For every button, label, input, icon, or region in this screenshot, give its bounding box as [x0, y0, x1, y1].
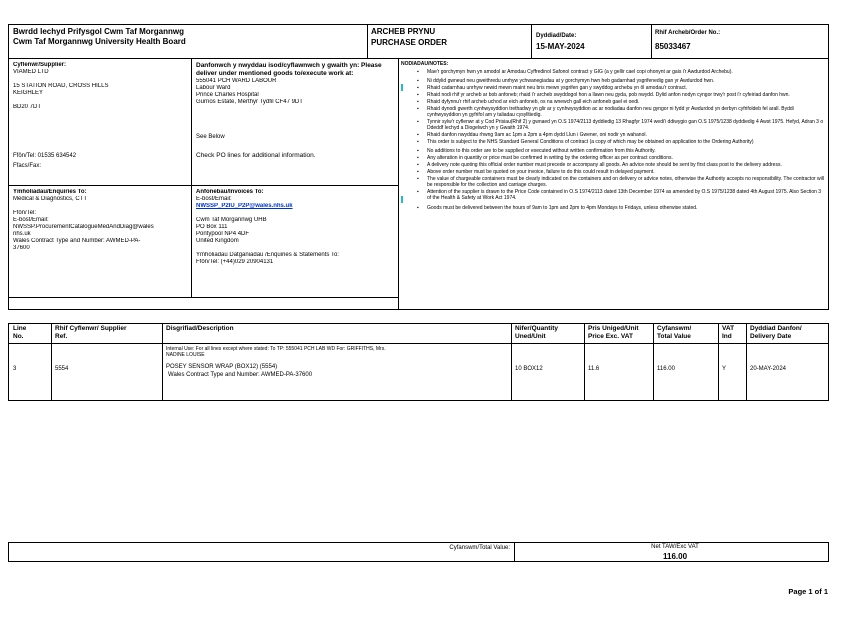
supplier-fax: Ffacs/Fax:: [13, 163, 42, 169]
note-item: ▪ The value of chargeable containers must be clearly indicated on the containers and on delivery or advice notes, otherwise the Authority accepts no responsibility. The contractor will be responsible for the collection and carriage charges.: [401, 176, 825, 188]
notes-block: [401, 69, 825, 212]
org-name-english: Cwm Taf Morgannwg University Health Board: [13, 37, 186, 46]
note-item: ▪ No additions to this order are to be supplied or executed without written confirmation from this Authority.: [401, 148, 825, 154]
invoices-line: PO Box 111: [196, 224, 228, 230]
table-header-divider: [8, 343, 829, 344]
lower-row-divider: [8, 297, 398, 298]
header-col-divider-2: [531, 24, 532, 59]
statements-phone: Ffôn/Tel: (+44)029 20904131: [196, 259, 274, 265]
statements-label: Ymholiadau Datganiadau /Enquiries & Statements To:: [196, 252, 339, 258]
row-description-internal: [166, 346, 506, 358]
table-col-divider: [718, 323, 719, 401]
row-unit-price: 11.6: [588, 366, 600, 372]
order-number-label: Rhif Archeb/Order No.:: [655, 30, 721, 36]
col-header-delivery-date: [750, 325, 802, 341]
row-line-no: 3: [13, 366, 17, 372]
col-header-supplier-ref: [55, 325, 127, 341]
spacer: [196, 210, 396, 217]
row-description-contract: Wales Contract Type and Number: AWMED-PA-37600: [168, 372, 313, 378]
net-total-value: 116.00: [662, 552, 688, 561]
delivery-title: Danfonwch y nwyddau isod/cyflawnwch y gwaith yn: Please deliver under mentioned goods to/execute work at:: [196, 62, 382, 77]
col-header-total: [657, 325, 691, 341]
note-item: ▪ Tynnir sylw'r cyflenwr at y Cod Prisiau(Rhif 2) y gwnaed yn O.S 1974/2113 dyddiedig 13 Rhagfyr 1974 wedi'i ddiwygio gan O.S 1975/1238 dyddiedig 4 Awst 1975. Hefyd, Adran 3 o Ddeddf Iechyd a Diogelwch yn y Gwaith 1974.: [401, 119, 825, 131]
invoices-line: Pontypool NP4 4DF: [196, 231, 250, 237]
doc-title-welsh: ARCHEB PRYNU: [371, 27, 436, 36]
note-item: ▪ Rhaid nodi rhif yr archeb ar bob anfoneb; rhaid i'r archeb swyddogol hon a llawn neu gyda, pob nwydd. Dylid anfon nodyn cyngor trwy'r post i'r cyfeiriad danfon hwn.: [401, 92, 825, 98]
supplier-phone: Ffôn/Tel: 01535 634542: [13, 153, 77, 159]
table-col-divider: [746, 323, 747, 401]
header-text: Ref.: [55, 333, 68, 340]
note-item: ▪ Any alteration in quantity or price must be confirmed in writing by the ordering officer as per contract conditions.: [401, 155, 825, 161]
table-col-divider: [511, 323, 512, 401]
header-col-divider-1: [367, 24, 368, 59]
enquiries-email[interactable]: NWSSP.ProcurementCatalogueMedAndDiag@wales: [13, 224, 154, 230]
supplier-line: KEIGHLEY: [13, 90, 44, 96]
row-total: 116.00: [657, 366, 675, 372]
col-header-quantity: [515, 325, 558, 341]
notes-label: NODIADAU/NOTES:: [401, 61, 449, 67]
delivery-line: Labour Ward: [196, 85, 231, 91]
table-col-divider: [51, 323, 52, 401]
supplier-line: VIAMED LTD: [13, 69, 49, 75]
invoices-label: Anfonebau/Invoices To:: [196, 189, 264, 195]
note-item: ▪ A delivery note quoting this official order number must precede or accompany all goods. An advice note should be sent by first class post to the delivery address.: [401, 162, 825, 168]
spacer: [196, 245, 396, 252]
row-description-item: POSEY SENSOR WRAP (BOX12) (5554): [166, 364, 278, 370]
row-supplier-ref: 5554: [55, 366, 69, 372]
col-header-line: [13, 325, 26, 341]
header-text: Ind: [722, 333, 732, 340]
col-header-vat: [722, 325, 734, 341]
header-row-divider: [8, 58, 829, 59]
enquiries-line: Wales Contract Type and Number: AWMED-PA-: [13, 238, 141, 244]
total-value-label: Cyfanswm/Total Value:: [449, 545, 510, 551]
invoices-block: [196, 189, 396, 266]
invoices-line: United Kingdom: [196, 238, 239, 244]
enquiries-line: Medical & Diagnostics, CTT: [13, 196, 88, 202]
header-text: No.: [13, 333, 24, 340]
enquiries-line: 37600: [13, 245, 30, 251]
header-text: Line: [13, 325, 27, 332]
header-text: Pris Uniged/Unit: [588, 325, 639, 332]
header-col-divider-3: [651, 24, 652, 59]
supplier-line: BD20 7DT: [13, 104, 42, 110]
note-item: ▪ Ni ddylid gwneud neu gweithredu unrhyw ychwanegiadau at y gorchymyn hwn heb gadarnhad ysgrifenedig gan yr Awdurdod hwn.: [401, 78, 825, 84]
header-text: Nifer/Quantity: [515, 325, 558, 332]
enquiries-block: [13, 189, 189, 252]
desc-text: NADINE LOUISE: [166, 352, 205, 358]
mid-row-divider: [8, 185, 398, 186]
note-item: ▪ Mae'r gorchymyn hwn yn amodol ar Amodau Cyffredinol Safonol contract y GIG (a y gellir cael copi ohonynt ar gais i'r Awdurdod Archebu).: [401, 69, 825, 75]
order-number-value: 85033467: [655, 42, 691, 51]
note-item: ▪ Goods must be delivered between the hours of 9am to 1pm and 2pm to 4pm Mondays to Fridays, unless otherwise stated.: [401, 205, 825, 211]
col-header-unit-price: [588, 325, 639, 341]
note-item: ▪ This order is subject to the NHS Standard General Conditions of contract (a copy of which may be obtained on application to the Ordering Authority): [401, 139, 825, 145]
delivery-block: [196, 62, 396, 106]
header-text: Rhif Cyflenwr/ Supplier: [55, 325, 127, 332]
date-value: 15-MAY-2024: [536, 42, 585, 51]
enquiries-line: Ffôn/Tel:: [13, 210, 37, 216]
body-col-divider-2: [398, 59, 399, 310]
supplier-block: [13, 62, 189, 111]
note-item: ▪ Rhaid cadarnhau unrhyw newid mewn maint neu bris mewn ysgrifen gan y swyddog archebu yn ôl amodau'r contract.: [401, 85, 825, 91]
row-vat: Y: [722, 366, 727, 372]
header-text: Price Exc. VAT: [588, 333, 633, 340]
header-text: Cyfanswm/: [657, 325, 692, 332]
header-text: Disgrifiad/Description: [166, 325, 234, 332]
invoices-email-label: E-bost/Email:: [196, 196, 232, 202]
delivery-line: 555041 PCH WARD LABOUR: [196, 78, 277, 84]
body-col-divider-1: [191, 59, 192, 297]
org-name-welsh: Bwrdd Iechyd Prifysgol Cwm Taf Morgannwg: [13, 27, 184, 36]
check-po-lines-note: Check PO lines for additional information.: [196, 152, 316, 159]
see-below-note: See Below: [196, 134, 225, 140]
header-text: Uned/Unit: [515, 333, 546, 340]
note-item: ▪ Above order number must be quoted on your invoice, failure to do this could result in delayed payment.: [401, 169, 825, 175]
supplier-line: 15 STATION ROAD, CROSS HILLS: [13, 83, 109, 89]
line-items-table: [8, 323, 829, 401]
note-item: ▪ Attention of the supplier is drawn to the Price Code contained in O.S 1974/2113 dated 13th December 1974 as amended by O.S 1975/1238 dated 4th August 1975. Also Section 3 of the Health & Safety at Work Act 1974.: [401, 189, 825, 201]
header-text: Delivery Date: [750, 333, 792, 340]
doc-title-english: PURCHASE ORDER: [371, 38, 448, 47]
row-quantity: 10 BOX12: [515, 366, 543, 372]
note-item: ▪ Rhaid dynodi gwerth cynhwysyddion trethadwy yn glir ar y cynhwysyddion ac ar nodiadau danfon neu gyngor ni fydd yr Awdurdod yn derbyn cyfrifoldeb fel arall. Byddi cynhwysyddion yn gyfrifol am y taliadau cysylltiedig.: [401, 106, 825, 118]
supplier-label: Cyflenwr/Supplier:: [13, 62, 67, 68]
header-text: Total Value: [657, 333, 691, 340]
totals-divider: [514, 542, 515, 562]
header-text: Dyddiad Danfon/: [750, 325, 802, 332]
col-header-description: [166, 325, 234, 333]
supplier-line: [13, 76, 189, 83]
note-item: ▪ Rhaid dyfynnu'r rhif archeb uchod ar eich anfoneb, os na wnewch gall eich anfoneb gael ei oedi.: [401, 99, 825, 105]
desc-text: Internal Use: For all lines except where stated: To TP: 555041 PCH LAB WD For: GRIFFITHS, Mrs.: [166, 346, 386, 352]
enquiries-line: E-bost/Email:: [13, 217, 49, 223]
header-text: VAT: [722, 325, 735, 332]
delivery-line: Prince Charles Hospital: [196, 92, 259, 98]
row-delivery-date: 20-MAY-2024: [750, 366, 787, 372]
date-label: Dyddiad/Date:: [536, 33, 577, 39]
delivery-line: Gurnos Estate, Merthyr Tydfil CF47 9DT: [196, 99, 303, 105]
enquiries-line: [13, 203, 189, 210]
invoices-email-link[interactable]: NWSSP_P2IU_P2P@wales.nhs.uk: [196, 203, 293, 209]
table-col-divider: [584, 323, 585, 401]
note-item: ▪ Rhaid danfon nwyddau rhwng 9am ac 1pm a 2pm a 4pm dydd Llun i Gwener, oni nodir yn wahanol.: [401, 132, 825, 138]
enquiries-label: Ymholiadau/Enquiries To:: [13, 189, 87, 195]
invoices-line: Cwm Taf Morgannwg UHB: [196, 217, 267, 223]
enquiries-line: nhs.uk: [13, 231, 31, 237]
page-number: Page 1 of 1: [788, 587, 828, 596]
table-col-divider: [162, 323, 163, 401]
net-exc-vat-label: Net TAW/Exc VAT: [651, 544, 699, 550]
table-col-divider: [653, 323, 654, 401]
supplier-line: [13, 97, 189, 104]
